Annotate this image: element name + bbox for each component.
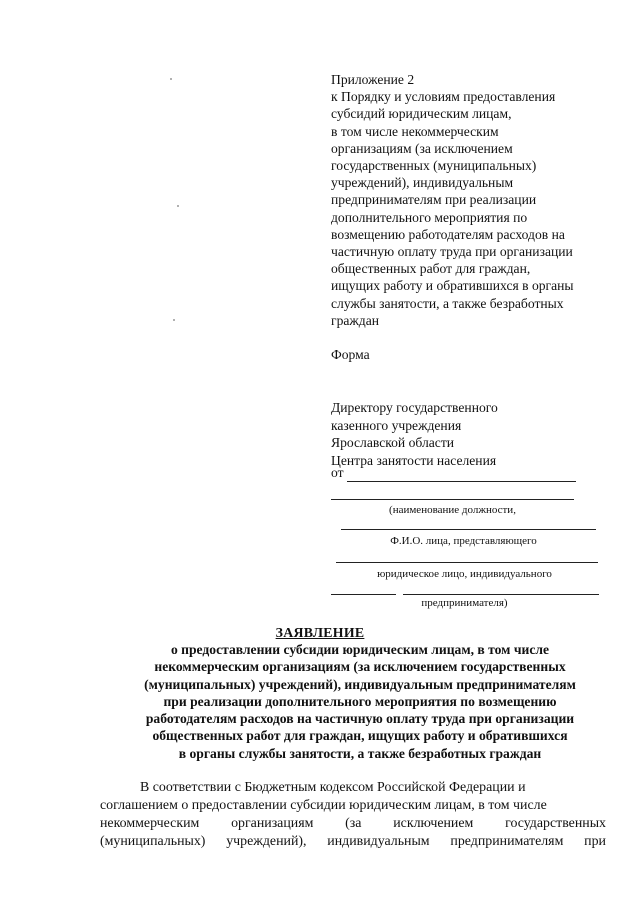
statement-title: ЗАЯВЛЕНИЕ [275, 625, 365, 640]
appendix-line: государственных (муниципальных) [331, 158, 537, 174]
appendix-line: граждан [331, 312, 380, 328]
addressee-line: Центра занятости населения [331, 452, 497, 468]
subtitle-line: в органы службы занятости, а также безработных граждан [178, 745, 542, 761]
subtitle-line: при реализации дополнительного мероприятия по возмещению [163, 693, 557, 709]
fill-line [331, 594, 396, 595]
form-label: Форма [331, 347, 370, 362]
body-word: предпринимателям [450, 834, 564, 849]
caption-entity: юридическое лицо, индивидуального [377, 568, 552, 580]
body-word: государственных [505, 816, 606, 831]
scan-speck [173, 319, 175, 321]
appendix-line: возмещению работодателям расходов на [331, 226, 565, 242]
body-word: при [584, 834, 606, 849]
subtitle-line: (муниципальных) учреждений), индивидуальным предпринимателям [144, 676, 576, 692]
addressee-line: Ярославской области [331, 435, 455, 451]
body-line-justified [100, 833, 606, 851]
subtitle-line: общественных работ для граждан, ищущих работу и обратившихся [152, 728, 568, 744]
appendix-line: общественных работ для граждан, [331, 261, 531, 277]
body-line: соглашением о предоставлении субсидии юридическим лицам, в том числе [100, 798, 547, 813]
caption-entrepreneur: предпринимателя) [421, 597, 508, 609]
caption-fio: Ф.И.О. лица, представляющего [390, 535, 537, 547]
subtitle-line: некоммерческим организациям (за исключением государственных [154, 659, 566, 675]
body-line-justified [100, 815, 606, 833]
fill-line [331, 499, 574, 500]
scan-speck [170, 78, 172, 80]
from-fill-line [347, 481, 576, 482]
appendix-line: службы занятости, а также безработных [331, 295, 564, 311]
appendix-line: к Порядку и условиям предоставления [331, 89, 556, 105]
body-word: учреждений), [226, 834, 307, 849]
subtitle-line: о предоставлении субсидии юридическим лицам, в том числе [170, 642, 550, 657]
addressee-line: казенного учреждения [331, 417, 462, 433]
appendix-line: предпринимателям при реализации [331, 192, 537, 208]
from-label: от [331, 465, 344, 480]
body-paragraph [100, 779, 606, 851]
appendix-line: Приложение 2 [331, 72, 415, 87]
body-word: исключением [393, 816, 474, 831]
appendix-line: дополнительного мероприятия по [331, 209, 528, 225]
fill-line [341, 529, 596, 530]
fill-line [336, 562, 598, 563]
statement-subtitle [100, 641, 620, 762]
body-word: организациям [231, 816, 314, 831]
body-word: некоммерческим [100, 816, 200, 831]
body-word: (за [345, 816, 362, 831]
body-line: В соответствии с Бюджетным кодексом Российской Федерации и [140, 780, 526, 795]
caption-position: (наименование должности, [389, 504, 516, 516]
appendix-line: частичную оплату труда при организации [331, 244, 573, 260]
appendix-header [331, 71, 616, 329]
scan-speck [177, 205, 179, 207]
addressee-block [331, 399, 611, 469]
fill-line [403, 594, 599, 595]
body-word: (муниципальных) [100, 834, 206, 849]
addressee-line: Директору государственного [331, 400, 498, 415]
from-field [331, 464, 576, 484]
appendix-line: организациям (за исключением [331, 140, 513, 156]
subtitle-line: работодателям расходов на частичную оплату труда при организации [145, 711, 575, 727]
body-word: индивидуальным [327, 834, 430, 849]
appendix-line: учреждений), индивидуальным [331, 175, 514, 191]
appendix-line: в том числе некоммерческим [331, 123, 499, 139]
appendix-line: ищущих работу и обратившихся в органы [331, 278, 574, 294]
appendix-line: субсидий юридическим лицам, [331, 106, 512, 122]
